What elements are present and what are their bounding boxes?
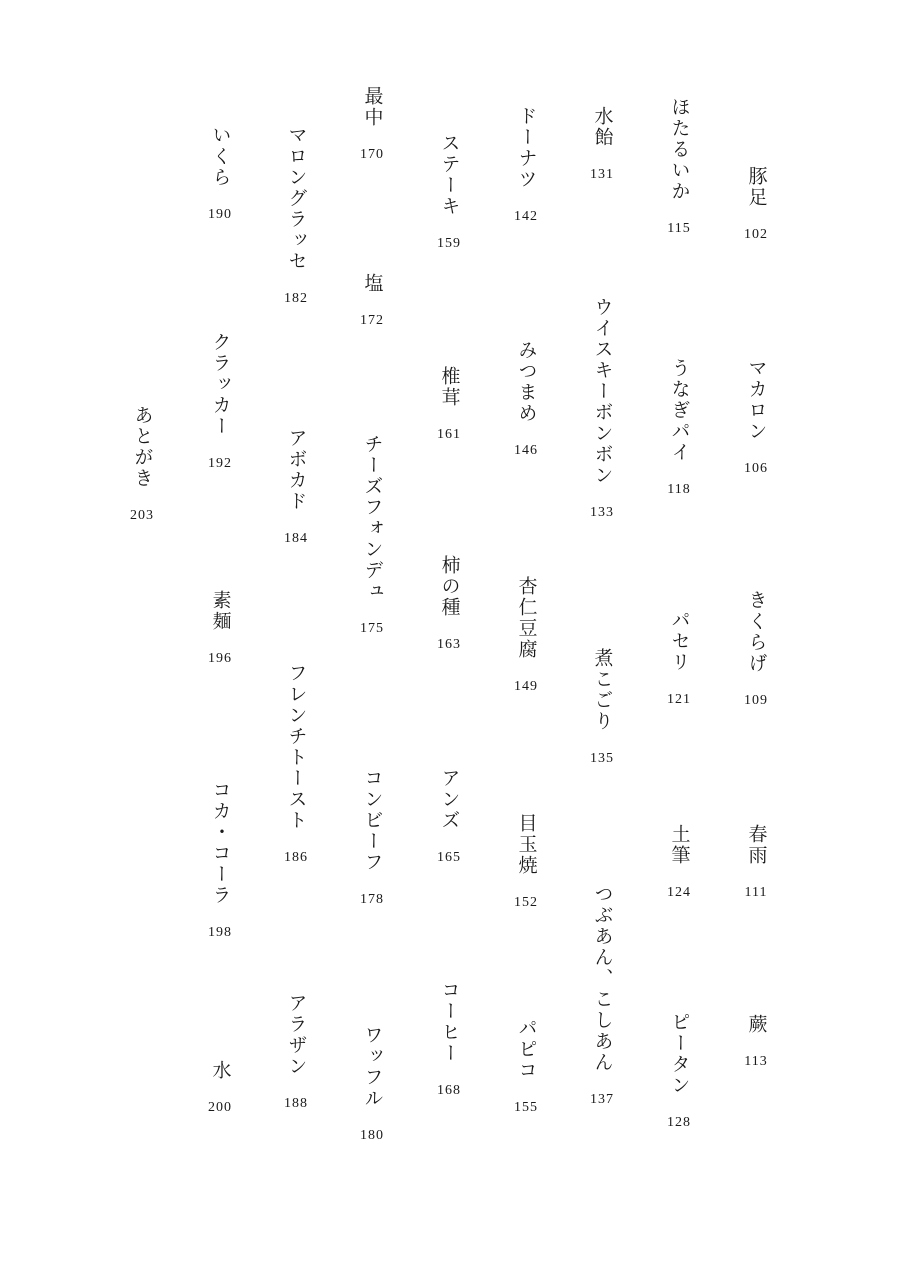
toc-entry[interactable] [200,780,240,940]
toc-entry[interactable] [736,824,776,900]
entry-page-number: 186 [284,850,308,865]
toc-entry[interactable] [659,824,699,900]
entry-title: ステーキ [438,133,461,217]
entry-page-number: 159 [437,236,461,251]
toc-entry[interactable] [736,590,776,708]
entry-title: 杏仁豆腐 [515,576,538,660]
entry-title: 水 [209,1060,232,1081]
entry-page-number: 175 [360,621,384,636]
entry-title: コカ・コーラ [209,780,232,906]
entry-title: ドーナツ [515,106,538,190]
entry-title: コンビーフ [361,768,384,873]
entry-page-number: 109 [744,693,768,708]
toc-entry[interactable] [582,884,622,1107]
entry-title: 土筆 [668,824,691,866]
entry-title: ワッフル [361,1025,384,1109]
entry-title: 塩 [361,273,384,294]
entry-page-number: 155 [514,1100,538,1115]
toc-entry[interactable] [659,610,699,707]
entry-title: アラザン [285,993,308,1077]
entry-page-number: 192 [208,456,232,471]
entry-page-number: 137 [590,1092,614,1107]
toc-entry[interactable] [506,576,546,694]
entry-title: 春雨 [745,824,768,866]
entry-title: 最中 [361,86,384,128]
entry-title: コーヒー [438,980,461,1064]
toc-entry[interactable] [736,1014,776,1069]
entry-title: ウイスキーボンボン [591,297,614,486]
toc-entry[interactable] [276,993,316,1111]
entry-title: いくら [209,125,232,188]
entry-title: チーズフォンデュ [361,434,384,602]
entry-title: 水飴 [591,106,614,148]
entry-page-number: 146 [514,443,538,458]
entry-page-number: 203 [130,508,154,523]
toc-entry[interactable] [429,768,469,865]
toc-entry[interactable] [200,590,240,666]
entry-title: 素麺 [209,590,232,632]
entry-title: 豚足 [745,166,768,208]
toc-entry[interactable] [659,97,699,236]
entry-page-number: 149 [514,679,538,694]
entry-title: 蕨 [745,1014,768,1035]
toc-entry[interactable] [659,358,699,497]
toc-entry[interactable] [506,813,546,910]
entry-page-number: 196 [208,651,232,666]
entry-page-number: 172 [360,313,384,328]
toc-entry[interactable] [200,1060,240,1115]
toc-entry[interactable] [506,106,546,224]
entry-title: 煮こごり [591,648,614,732]
entry-title: ピータン [668,1012,691,1096]
entry-page-number: 142 [514,209,538,224]
entry-page-number: 168 [437,1083,461,1098]
toc-entry[interactable] [200,332,240,471]
entry-page-number: 113 [744,1054,768,1069]
entry-title: みつまめ [515,340,538,424]
entry-title: パセリ [668,610,691,673]
entry-page-number: 165 [437,850,461,865]
toc-entry[interactable] [736,166,776,242]
entry-title: 柿の種 [438,555,461,618]
entry-title: パピコ [515,1018,538,1081]
entry-page-number: 190 [208,207,232,222]
entry-page-number: 163 [437,637,461,652]
toc-entry[interactable] [429,133,469,251]
toc-entry[interactable] [736,358,776,476]
entry-page-number: 135 [590,751,614,766]
entry-title: フレンチトースト [285,663,308,831]
toc-entry[interactable] [352,768,392,907]
entry-title: アンズ [438,768,461,831]
entry-title: うなぎパイ [668,358,691,463]
toc-entry[interactable] [429,366,469,442]
entry-page-number: 115 [667,221,691,236]
toc-entry[interactable] [276,663,316,865]
toc-entry[interactable] [352,273,392,328]
toc-entry[interactable] [429,980,469,1098]
entry-page-number: 121 [667,692,691,707]
entry-page-number: 182 [284,291,308,306]
toc-entry[interactable] [276,125,316,306]
entry-page-number: 184 [284,531,308,546]
entry-page-number: 128 [667,1115,691,1130]
toc-entry[interactable] [659,1012,699,1130]
entry-page-number: 124 [667,885,691,900]
entry-page-number: 180 [360,1128,384,1143]
entry-page-number: 152 [514,895,538,910]
entry-page-number: 178 [360,892,384,907]
entry-page-number: 133 [590,505,614,520]
entry-title: マロングラッセ [285,125,308,272]
entry-page-number: 170 [360,147,384,162]
toc-entry[interactable] [200,125,240,222]
entry-title: マカロン [745,358,768,442]
entry-page-number: 111 [744,885,768,900]
entry-title: ほたるいか [668,97,691,202]
toc-entry[interactable] [276,428,316,546]
toc-entry[interactable] [582,297,622,520]
entry-title: クラッカー [209,332,232,437]
entry-page-number: 131 [590,167,614,182]
toc-entry[interactable] [352,434,392,636]
toc-entry-afterword[interactable] [122,405,162,523]
entry-title: あとがき [131,405,154,489]
entry-page-number: 118 [667,482,691,497]
toc-entry[interactable] [352,86,392,162]
entry-title: 椎茸 [438,366,461,408]
toc-entry[interactable] [506,340,546,458]
entry-title: きくらげ [745,590,768,674]
entry-page-number: 106 [744,461,768,476]
toc-entry[interactable] [429,555,469,652]
entry-page-number: 188 [284,1096,308,1111]
entry-page-number: 198 [208,925,232,940]
toc-entry[interactable] [352,1025,392,1143]
toc-entry[interactable] [506,1018,546,1115]
entry-title: アボカド [285,428,308,512]
entry-title: つぶあん、こしあん [591,884,614,1073]
toc-entry[interactable] [582,648,622,766]
entry-page-number: 200 [208,1100,232,1115]
entry-title: 目玉焼 [515,813,538,876]
entry-page-number: 161 [437,427,461,442]
entry-page-number: 102 [744,227,768,242]
toc-entry[interactable] [582,106,622,182]
